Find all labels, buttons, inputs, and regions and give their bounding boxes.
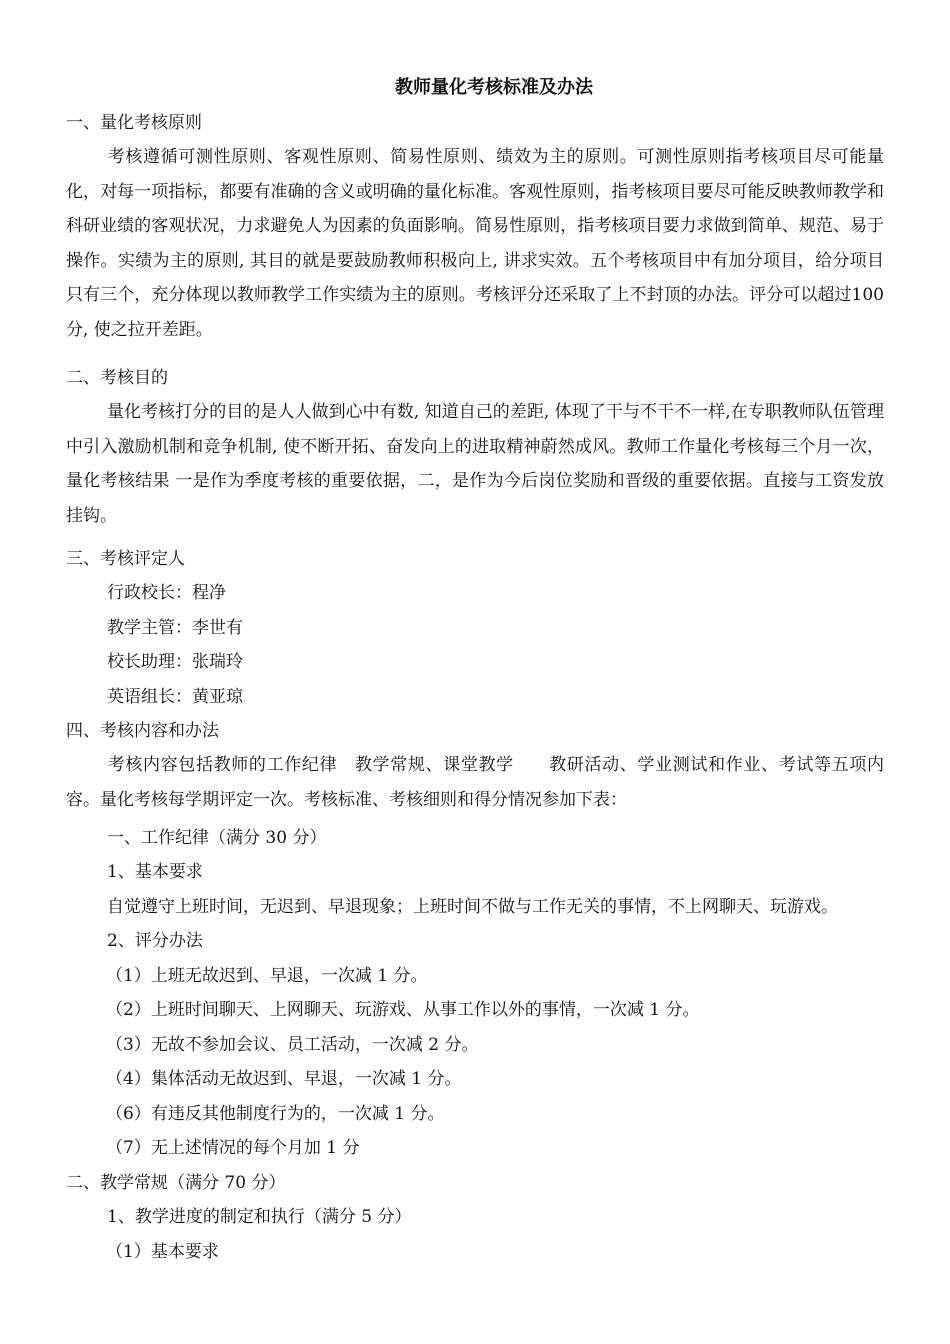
section-heading-purpose: 二、考核目的 <box>66 368 168 388</box>
content-paragraph <box>66 748 884 817</box>
evaluator-line: 行政校长：程净 <box>107 583 226 603</box>
content-text: 考核内容包括教师的工作纪律 教学常规、课堂教学 教研活动、学业测试和作业、考试等五项内容。量化考核每学期评定一次。考核标准、考核细则和得分情况参加下表： <box>66 755 884 810</box>
schedule-item: （1）基本要求 <box>106 1242 219 1262</box>
subsection-heading-schedule: 1、教学进度的制定和执行（满分 5 分） <box>107 1207 412 1227</box>
section-heading-evaluators: 三、考核评定人 <box>66 549 185 569</box>
principles-text: 考核遵循可测性原则、客观性原则、简易性原则、绩效为主的原则。可测性原则指考核项目尽可能量化，对每一项指标，都要有准确的含义或明确的量化标准。客观性原则，指考核项目要尽可能反映教师教学和科研业绩的客观状况，力求避免人为因素的负面影响。简易性原则，指考核项目要力求做到简单、规范、易于操作。实绩为主的原则, 其目的就是要鼓励教师积极向上, 讲求实效。五个考核项目中有加分项目，给分项目只有三个，充分体现以教师教学工作实绩为主的原则。考核评分还采取了上不封顶的办法。评分可以超过100 分, 使之拉开差距。 <box>66 147 884 340</box>
purpose-paragraph <box>66 395 884 533</box>
scoring-heading: 2、评分办法 <box>107 931 203 951</box>
purpose-text: 量化考核打分的目的是人人做到心中有数, 知道自己的差距, 体现了干与不干不一样,在专职教师队伍管理中引入激励机制和竞争机制, 使不断开拓、奋发向上的进取精神蔚然成风。教师工作量化考核每三个月一次，量化考核结果 一是作为季度考核的重要依据，二，是作为今后岗位奖励和晋级的重要依据。直接与工资发放挂钩。 <box>66 402 884 526</box>
scoring-rule: （6）有违反其他制度行为的，一次减 1 分。 <box>106 1104 445 1124</box>
requirement-text: 自觉遵守上班时间，无迟到、早退现象；上班时间不做与工作无关的事情，不上网聊天、玩游戏。 <box>107 897 838 917</box>
scoring-rule: （2）上班时间聊天、上网聊天、玩游戏、从事工作以外的事情，一次减 1 分。 <box>106 1000 700 1020</box>
document-title: 教师量化考核标准及办法 <box>395 77 593 98</box>
section-heading-content: 四、考核内容和办法 <box>66 721 219 741</box>
requirement-heading: 1、基本要求 <box>107 862 203 882</box>
scoring-rule: （7）无上述情况的每个月加 1 分 <box>106 1138 360 1158</box>
evaluator-line: 英语组长：黄亚琼 <box>107 687 243 707</box>
evaluator-line: 教学主管：李世有 <box>107 618 243 638</box>
subsection-heading-discipline: 一、工作纪律（满分 30 分） <box>107 828 327 848</box>
scoring-rule: （3）无故不参加会议、员工活动，一次减 2 分。 <box>106 1035 479 1055</box>
section-heading-principles: 一、量化考核原则 <box>66 113 202 133</box>
scoring-rule: （1）上班无故迟到、早退，一次减 1 分。 <box>106 966 428 986</box>
evaluator-line: 校长助理：张瑞玲 <box>107 652 243 672</box>
section-heading-routine: 二、教学常规（满分 70 分） <box>66 1173 286 1193</box>
principles-paragraph <box>66 140 884 347</box>
scoring-rule: （4）集体活动无故迟到、早退，一次减 1 分。 <box>106 1069 462 1089</box>
